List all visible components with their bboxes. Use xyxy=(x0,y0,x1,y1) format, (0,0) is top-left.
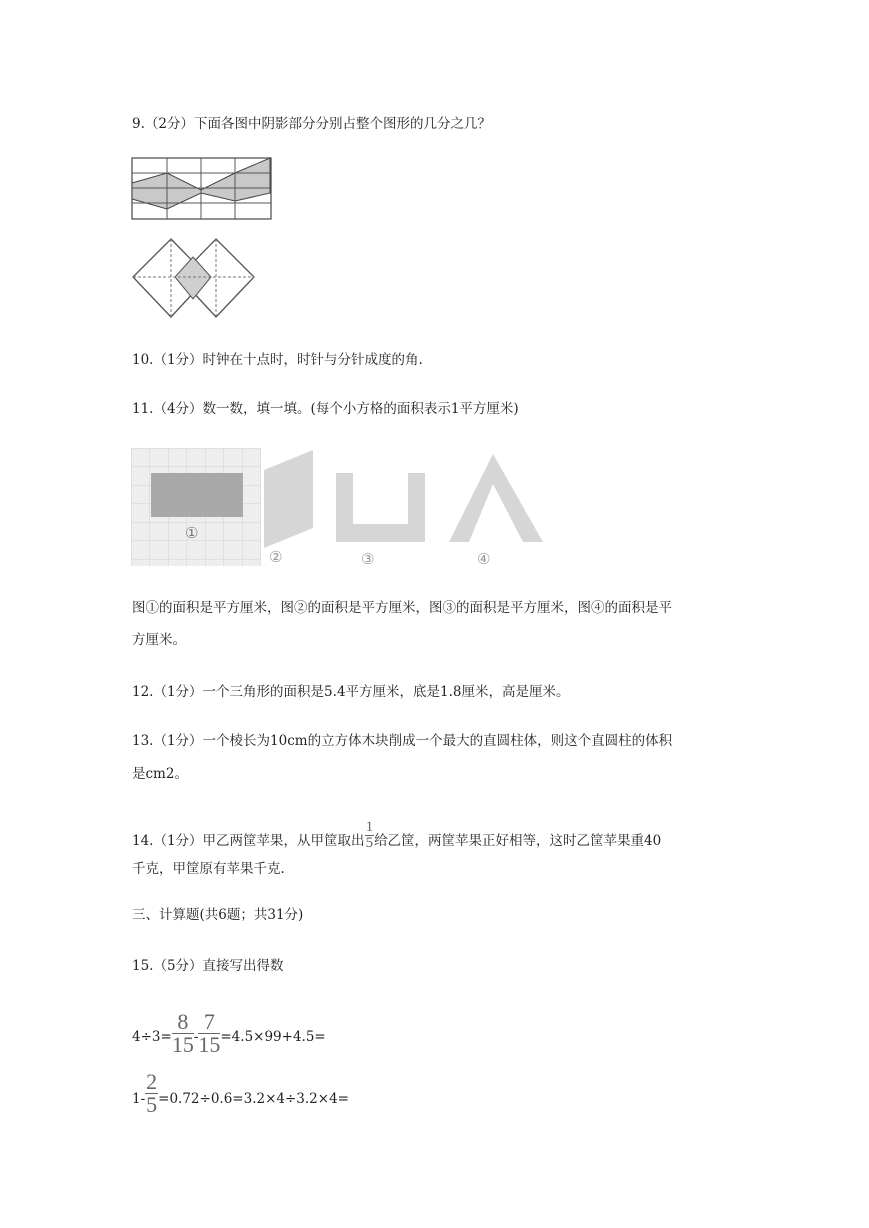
label-3: ③ xyxy=(361,550,375,568)
shape-3-u-shape xyxy=(336,473,425,542)
q11-figure-area-shapes xyxy=(131,448,571,570)
question-12: 12.（1分）一个三角形的面积是5.4平方厘米，底是1.8厘米，高是厘米。 xyxy=(132,684,570,700)
question-10: 10.（1分）时钟在十点时，时针与分针成度的角. xyxy=(132,352,423,368)
question-14-line-1 xyxy=(132,819,662,857)
shape-4-chevron xyxy=(449,454,543,542)
shape-2-parallelogram xyxy=(264,450,313,548)
section-3-title: 三、计算题(共6题；共31分) xyxy=(132,907,304,923)
fraction-8-15: $\frac{8}{15}$ xyxy=(171,1009,194,1057)
label-1: ① xyxy=(185,524,199,542)
fraction-7-15: $\frac{7}{15}$ xyxy=(198,1009,221,1057)
calc-row-1: 4÷3= $\frac{8}{15}$ - $\frac{7}{15}$ =4.5×99+4.5= xyxy=(132,1009,326,1057)
question-13-line-2: 是cm2。 xyxy=(132,766,188,782)
question-11-answer-line-2: 方厘米。 xyxy=(132,632,186,648)
question-15: 15.（5分）直接写出得数 xyxy=(132,958,284,974)
label-2: ② xyxy=(269,548,283,566)
question-14-before: 14.（1分）甲乙两筐苹果，从甲筐取出 xyxy=(132,833,365,849)
question-14-line-2: 千克，甲筐原有苹果千克. xyxy=(132,861,285,877)
calc-row-2: 1- $\frac{2}{5}$ =0.72÷0.6=3.2×4÷3.2×4= xyxy=(132,1069,349,1117)
fraction-2-5: $\frac{2}{5}$ xyxy=(146,1069,158,1117)
q9-figure-grid-rectangle xyxy=(131,156,273,222)
fraction-one-fifth: $\frac{1}{5}$ xyxy=(365,819,374,851)
question-14-after: 给乙筐，两筐苹果正好相等，这时乙筐苹果重40 xyxy=(374,833,662,849)
question-9: 9.（2分）下面各图中阴影部分分别占整个图形的几分之几？ xyxy=(132,116,491,132)
question-11: 11.（4分）数一数，填一填。(每个小方格的面积表示1平方厘米) xyxy=(132,401,519,417)
shape-1-rectangle xyxy=(151,473,243,517)
q9-figure-overlapping-squares xyxy=(131,237,256,322)
question-11-answer-line-1: 图①的面积是平方厘米，图②的面积是平方厘米，图③的面积是平方厘米，图④的面积是平 xyxy=(132,600,672,616)
question-13-line-1: 13.（1分）一个棱长为10cm的立方体木块削成一个最大的直圆柱体，则这个直圆柱的体积 xyxy=(132,733,673,749)
label-4: ④ xyxy=(477,550,491,568)
